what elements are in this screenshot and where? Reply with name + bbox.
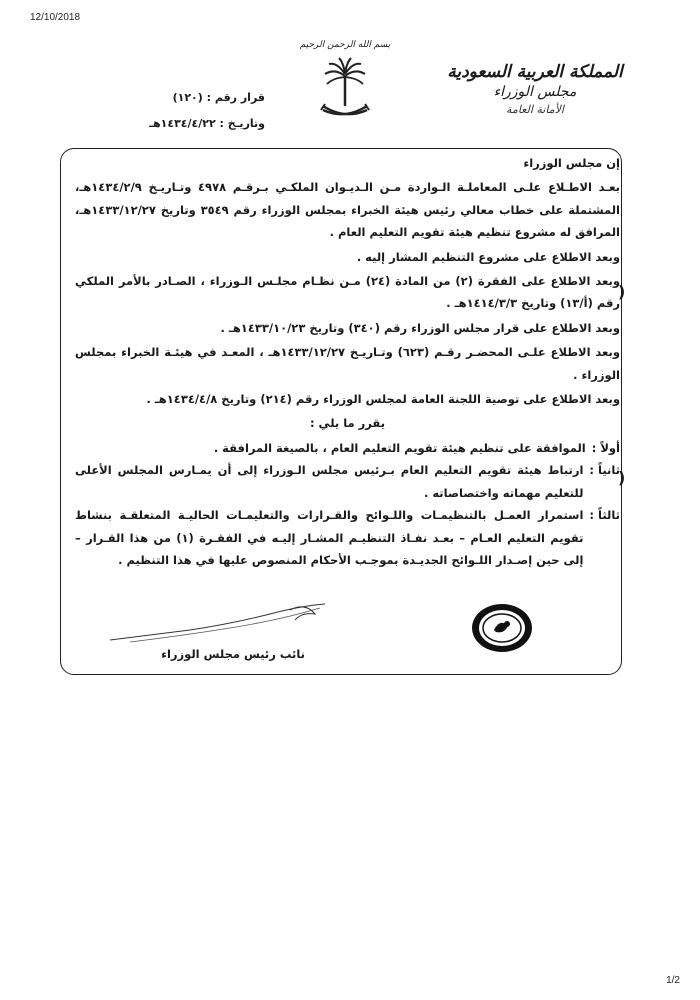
paragraph-1: بعـد الاطـلاع علـى المعاملـة الـواردة مـن الـديـوان الملكـي بـرقـم ٤٩٧٨ وتـاريـخ ١٤٣٤/٢/٩هـ، المشتملة على خطاب معالي رئيس هيئة الخبراء بمجلس الوزراء رقم ٣٥٤٩ وتاريخ ١٤٣٣/١٢/٢٧هـ، المرافق له مشروع تنظيم هيئة تقويم التعليم العام . — [75, 180, 620, 240]
paragraph-6: وبعد الاطلاع على توصية اللجنة العامة لمجلس الوزراء رقم (٢١٤) وتاريخ ١٤٣٤/٤/٨هـ . — [146, 392, 620, 407]
signer-title: نائب رئيس مجلس الوزراء — [161, 647, 305, 661]
saudi-emblem-icon — [317, 54, 373, 124]
letterhead-left — [115, 85, 265, 137]
decision-number: قرار رقم : (١٢٠) — [172, 91, 265, 104]
item-number: ثانياً : — [589, 463, 620, 478]
paragraph-4: وبعد الاطلاع على قرار مجلس الوزراء رقم (٣٤٠) وتاريخ ١٤٣٣/١٠/٢٣هـ . — [220, 320, 620, 335]
decision-item — [75, 459, 620, 504]
item-number: ثالثاً : — [589, 508, 620, 523]
secretariat-name: الأمانة العامة — [506, 103, 564, 116]
decision-item — [75, 437, 620, 459]
opening-line: إن مجلس الوزراء — [523, 156, 620, 170]
letterhead-center — [295, 40, 395, 128]
paragraph-3: وبعد الاطلاع على الفقرة (٢) من المادة (٢٤) مـن نظـام مجلـس الـوزراء ، الصـادر بالأمر الملكي رقم (أ/١٣) وتاريخ ١٤١٤/٣/٣هـ . — [75, 274, 620, 311]
margin-mark: ) — [618, 468, 626, 487]
official-seal-icon — [470, 602, 534, 654]
decision-date: وتاريـخ : ١٤٣٤/٤/٢٢هـ — [149, 117, 265, 130]
item-text: ارتباط هيئة تقويم التعليم العام بـرئيس مجلس الـوزراء إلى أن يمـارس المجلس الأعلى للتعليم مهماته واختصاصاته . — [75, 463, 584, 500]
decision-item — [75, 504, 620, 571]
paragraph-5: وبعد الاطلاع علـى المحضـر رقـم (٦٢٣) وتـاريـخ ١٤٣٣/١٢/٢٧هـ ، المعـد في هيئـة الخبراء بمجلس الوزراء . — [75, 345, 621, 382]
signature-icon — [90, 600, 340, 650]
decides-heading: يقرر ما يلي : — [309, 416, 386, 431]
paragraph-2: وبعد الاطلاع على مشروع التنظيم المشار إليه . — [356, 249, 620, 264]
item-text: الموافقة على تنظيم هيئة تقويم التعليم العام ، بالصيغة المرافقة . — [213, 440, 586, 455]
item-number: أولاً : — [591, 440, 620, 455]
margin-mark: ) — [618, 282, 626, 301]
print-date: 12/10/2018 — [30, 12, 81, 23]
decision-content — [75, 152, 620, 571]
council-name: مجلس الوزراء — [493, 84, 577, 100]
item-text: استمرار العمـل بالتنظيمـات واللـوائح والقـرارات والتعليمـات الحاليـة المتعلقـة بنشاط تقويم التعليم العـام – بعـد نفـاذ التنظيـم المشـار إليـه في الفقـرة (١) من هذا القـرار – إلى حين إصـدار اللـوائح الجديـدة بموجـب الأحكام المنصوص عليها في هذا التنظيم . — [75, 508, 584, 567]
letterhead — [60, 40, 630, 145]
page-number: 1/2 — [666, 975, 680, 986]
kingdom-name: المملكة العربية السعودية — [447, 62, 623, 82]
basmala: بسم الله الرحمن الرحيم — [299, 40, 391, 50]
letterhead-right — [440, 62, 630, 116]
